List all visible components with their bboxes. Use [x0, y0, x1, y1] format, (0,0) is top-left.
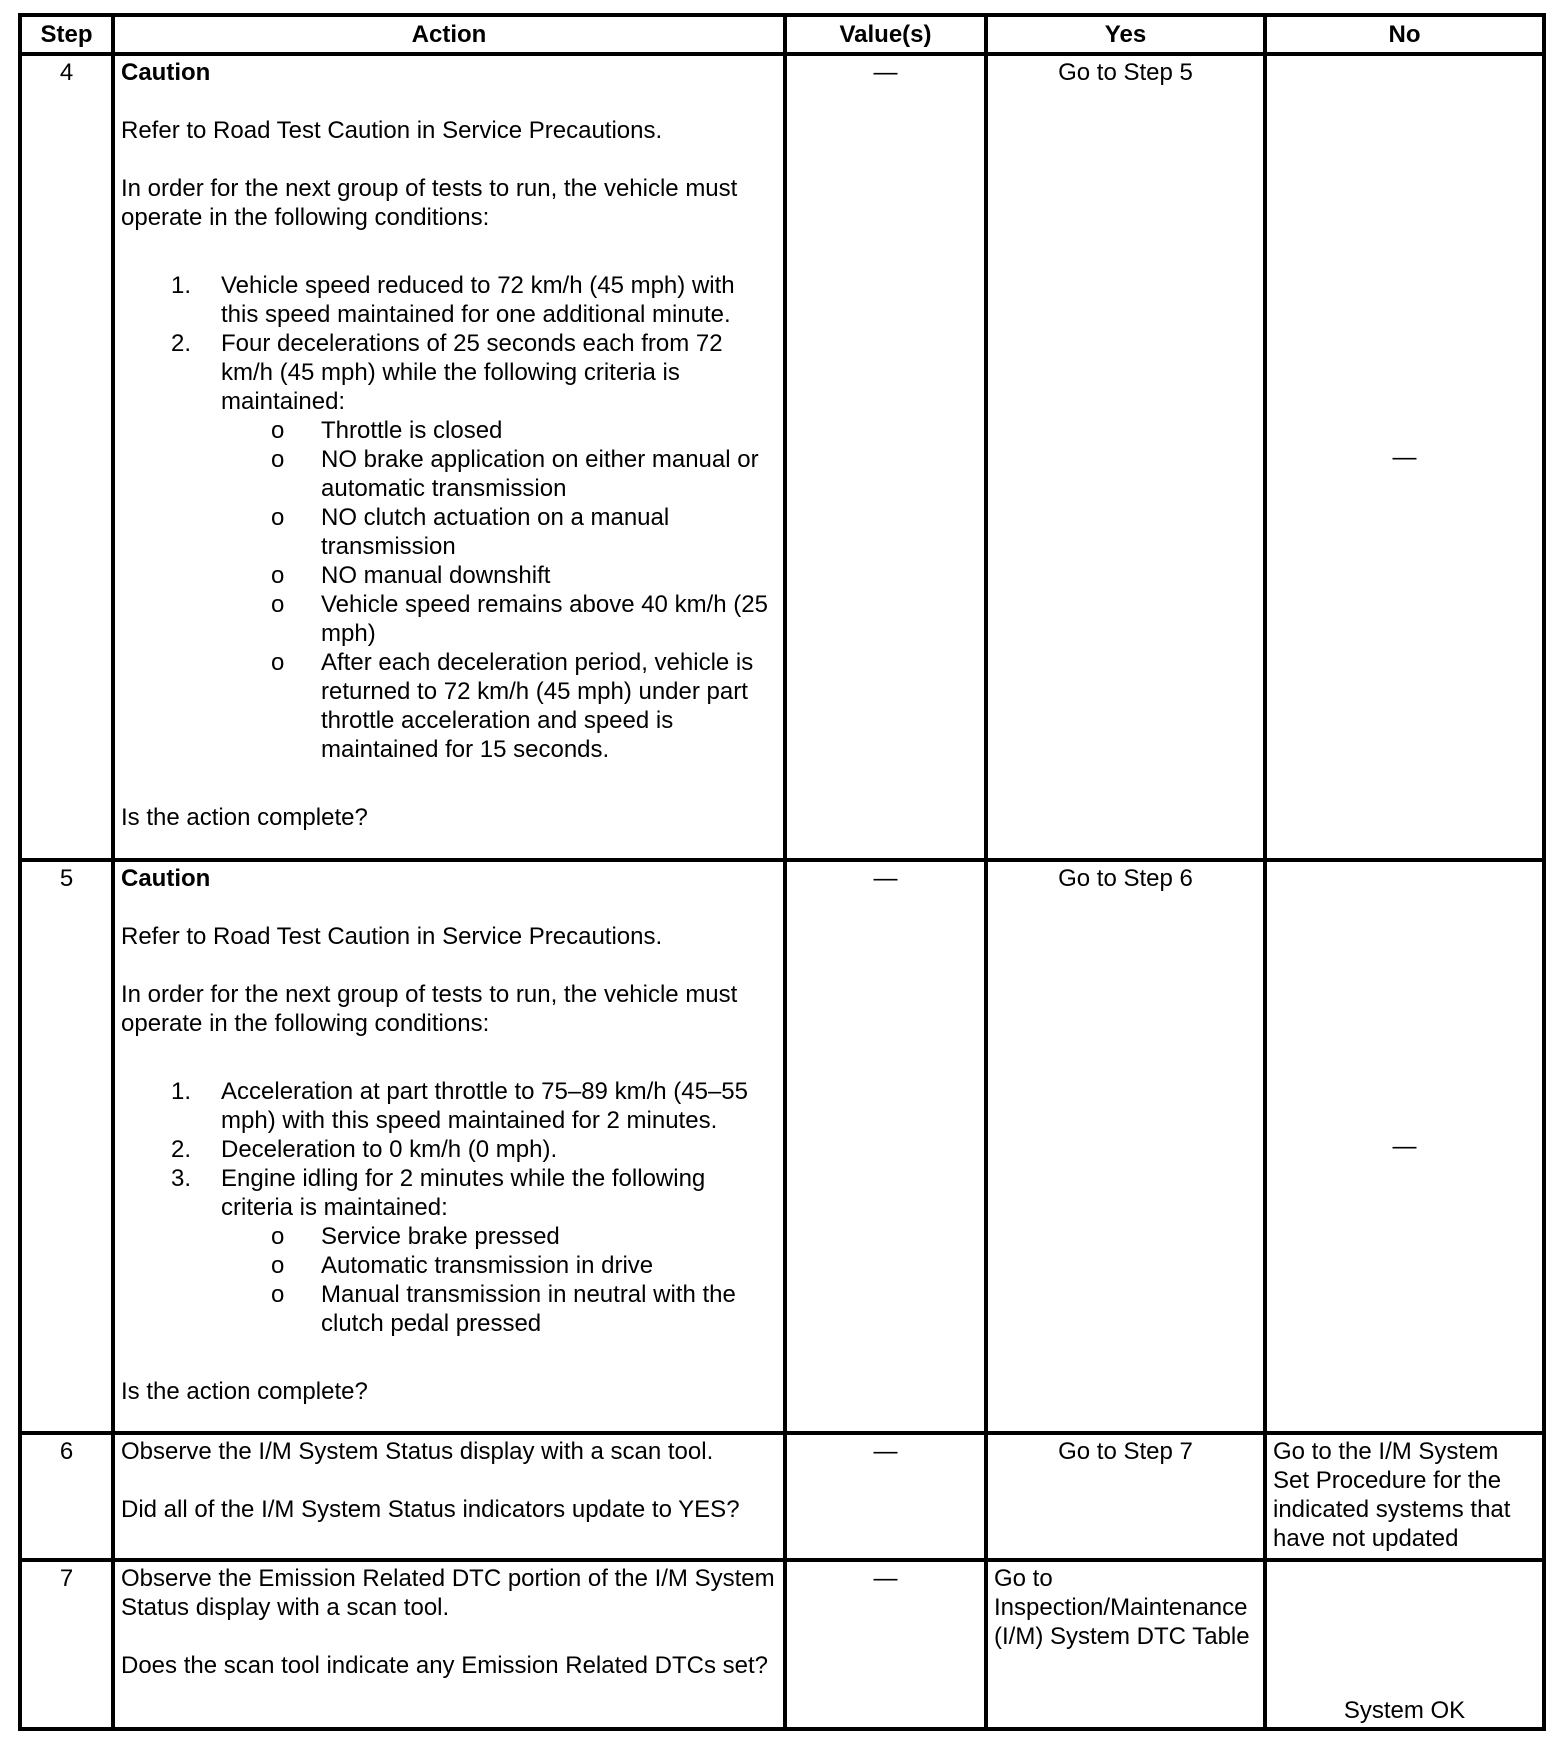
caution-label: Caution [121, 59, 211, 86]
list-item: 3. Engine idling for 2 minutes while the following criteria is maintained: o Service brake pressed o Automatic transmission in drive o Manual transmission in neutral with the clutch pedal pressed [121, 1164, 777, 1338]
table-row-step-7 [20, 1560, 1544, 1729]
conditions-intro: In order for the next group of tests to run, the vehicle must operate in the following conditions: [121, 981, 738, 1037]
step-number: 6 [20, 1433, 113, 1560]
list-item: 1. Acceleration at part throttle to 75–89 km/h (45–55 mph) with this speed maintained for 2 minutes. [171, 1078, 748, 1134]
action-question: Is the action complete? [121, 804, 368, 831]
no-cell: Go to the I/M System Set Procedure for the indicated systems that have not updated [1265, 1433, 1544, 1560]
header-yes: Yes [986, 15, 1265, 54]
header-values: Value(s) [785, 15, 986, 54]
action-cell [113, 1433, 785, 1560]
table-row-step-4 [20, 54, 1544, 860]
header-step: Step [20, 15, 113, 54]
bullet-icon: o [271, 1252, 285, 1279]
value-cell: — [785, 1433, 986, 1560]
no-cell: System OK [1265, 1560, 1544, 1729]
sub-list-item: o Manual transmission in neutral with the clutch pedal pressed [271, 1281, 736, 1337]
no-cell: — [1265, 54, 1544, 860]
header-row [20, 15, 1544, 54]
step-number: 5 [20, 860, 113, 1433]
list-item: 2. Four decelerations of 25 seconds each from 72 km/h (45 mph) while the following criteria is maintained: o Throttle is closed o NO brake application on either manual or automatic transmission o NO clutch actuation on a manual transmission o NO manual downshift o Vehicle speed remains above 40 km/h (25 mph) o After each deceleration period, vehicle is returned to 72 km/h (45 mph) under part throttle acceleration and speed is maintained for 15 seconds. [121, 329, 777, 764]
sub-list-item: o NO clutch actuation on a manual transmission [271, 504, 670, 560]
sub-list-item: o Automatic transmission in drive [271, 1252, 654, 1279]
bullet-icon: o [271, 562, 285, 589]
list-item: 1. Vehicle speed reduced to 72 km/h (45 mph) with this speed maintained for one additional minute. [171, 272, 735, 328]
step-number: 4 [20, 54, 113, 860]
action-cell [113, 1560, 785, 1729]
table-row-step-6 [20, 1433, 1544, 1560]
yes-cell: Go to Step 6 [986, 860, 1265, 1433]
sub-list-item: o Vehicle speed remains above 40 km/h (25 mph) [271, 591, 768, 647]
sub-list-item: o NO brake application on either manual or automatic transmission [271, 446, 759, 502]
step-number: 7 [20, 1560, 113, 1729]
table-row-step-5 [20, 860, 1544, 1433]
yes-cell: Go to Inspection/Maintenance (I/M) System DTC Table [986, 1560, 1265, 1729]
action-question: Is the action complete? [121, 1378, 368, 1405]
no-cell: — [1265, 860, 1544, 1433]
bullet-icon: o [271, 649, 285, 676]
action-instruction: Observe the I/M System Status display with a scan tool. [121, 1438, 714, 1465]
sub-list-item: o NO manual downshift [271, 562, 551, 589]
bullet-icon: o [271, 1223, 285, 1250]
sub-list-item: o Throttle is closed [271, 417, 503, 444]
diagnostic-table [18, 13, 1546, 1731]
action-question: Does the scan tool indicate any Emission Related DTCs set? [121, 1652, 768, 1679]
header-no: No [1265, 15, 1544, 54]
sub-list-item: o Service brake pressed [271, 1223, 560, 1250]
list-item: 2. Deceleration to 0 km/h (0 mph). [171, 1136, 558, 1163]
conditions-list [121, 271, 777, 764]
bullet-icon: o [271, 504, 285, 531]
caution-label: Caution [121, 865, 211, 892]
bullet-icon: o [271, 1281, 285, 1308]
action-cell [113, 54, 785, 860]
conditions-intro: In order for the next group of tests to run, the vehicle must operate in the following conditions: [121, 175, 738, 231]
header-action: Action [113, 15, 785, 54]
yes-cell: Go to Step 7 [986, 1433, 1265, 1560]
value-cell: — [785, 1560, 986, 1729]
action-question: Did all of the I/M System Status indicators update to YES? [121, 1496, 740, 1523]
action-cell [113, 860, 785, 1433]
bullet-icon: o [271, 591, 285, 618]
bullet-icon: o [271, 446, 285, 473]
caution-reference: Refer to Road Test Caution in Service Precautions. [121, 923, 663, 950]
criteria-list [221, 1222, 777, 1338]
value-cell: — [785, 860, 986, 1433]
conditions-list [121, 1077, 777, 1338]
sub-list-item: o After each deceleration period, vehicle is returned to 72 km/h (45 mph) under part throttle acceleration and speed is maintained for 15 seconds. [271, 649, 754, 763]
value-cell: — [785, 54, 986, 860]
caution-reference: Refer to Road Test Caution in Service Precautions. [121, 117, 663, 144]
bullet-icon: o [271, 417, 285, 444]
action-instruction: Observe the Emission Related DTC portion of the I/M System Status display with a scan tool. [121, 1565, 775, 1621]
yes-cell: Go to Step 5 [986, 54, 1265, 860]
criteria-list [221, 416, 777, 764]
